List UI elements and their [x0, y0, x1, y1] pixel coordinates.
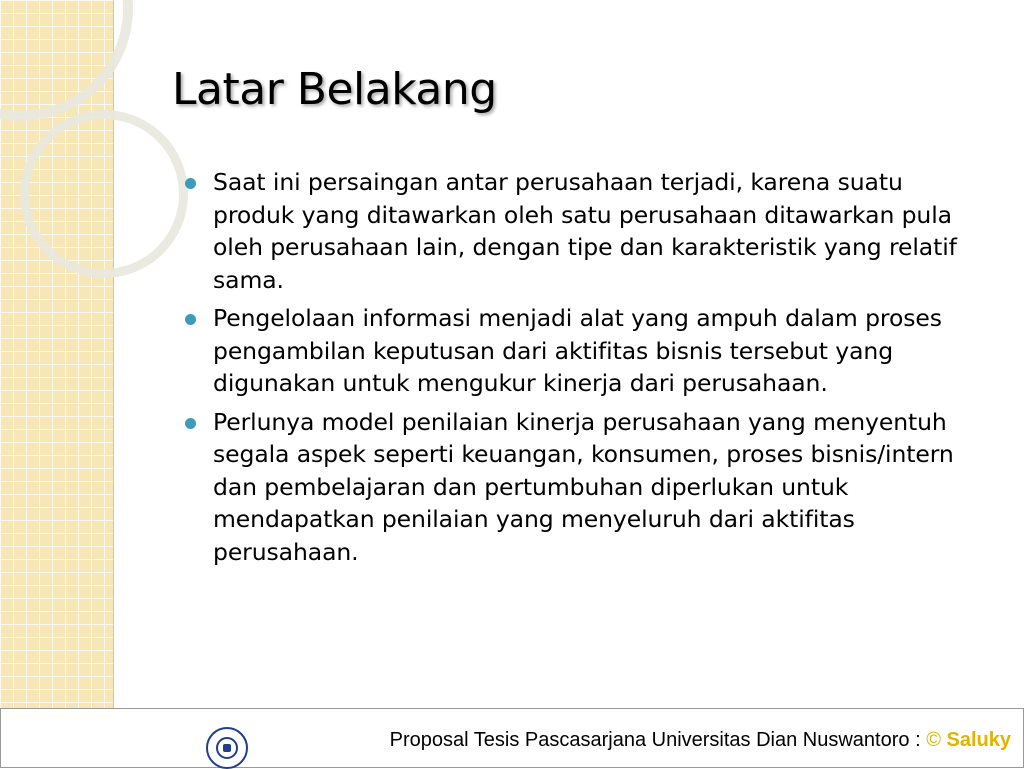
slide-title: Latar Belakang [172, 64, 497, 115]
seal-core [223, 744, 231, 752]
bullet-text: Saat ini persaingan antar perusahaan terjadi, karena suatu produk yang ditawarkan oleh satu perusahaan ditawarkan pula oleh perusahaan lain, dengan tipe dan karakteristik yang relatif sama. [213, 168, 957, 294]
bullet-text: Pengelolaan informasi menjadi alat yang ampuh dalam proses pengambilan keputusan dari aktifitas bisnis tersebut yang digunakan untuk mengukur kinerja dari perusahaan. [213, 304, 942, 397]
university-seal-icon [206, 727, 248, 769]
bullet-item [180, 166, 990, 296]
seal-inner-ring [216, 737, 238, 759]
bullet-item [180, 406, 990, 569]
footer-author: Saluky [946, 729, 1011, 751]
copyright-symbol: © [926, 729, 941, 751]
bullet-item [180, 302, 990, 400]
bullet-list [180, 166, 990, 574]
decorative-circle-middle [20, 110, 188, 278]
bullet-dot-icon [185, 178, 196, 189]
slide-footer [0, 708, 1024, 768]
bullet-dot-icon [185, 314, 196, 325]
footer-caption [390, 729, 1011, 752]
bullet-dot-icon [185, 418, 196, 429]
bullet-text: Perlunya model penilaian kinerja perusahaan yang menyentuh segala aspek seperti keuangan, konsumen, proses bisnis/intern dan pembelajaran dan pertumbuhan diperlukan untuk mendapatkan penilaian yang menyeluruh dari aktifitas perusahaan. [213, 407, 954, 566]
footer-text: Proposal Tesis Pascasarjana Universitas Dian Nuswantoro : [389, 729, 921, 751]
